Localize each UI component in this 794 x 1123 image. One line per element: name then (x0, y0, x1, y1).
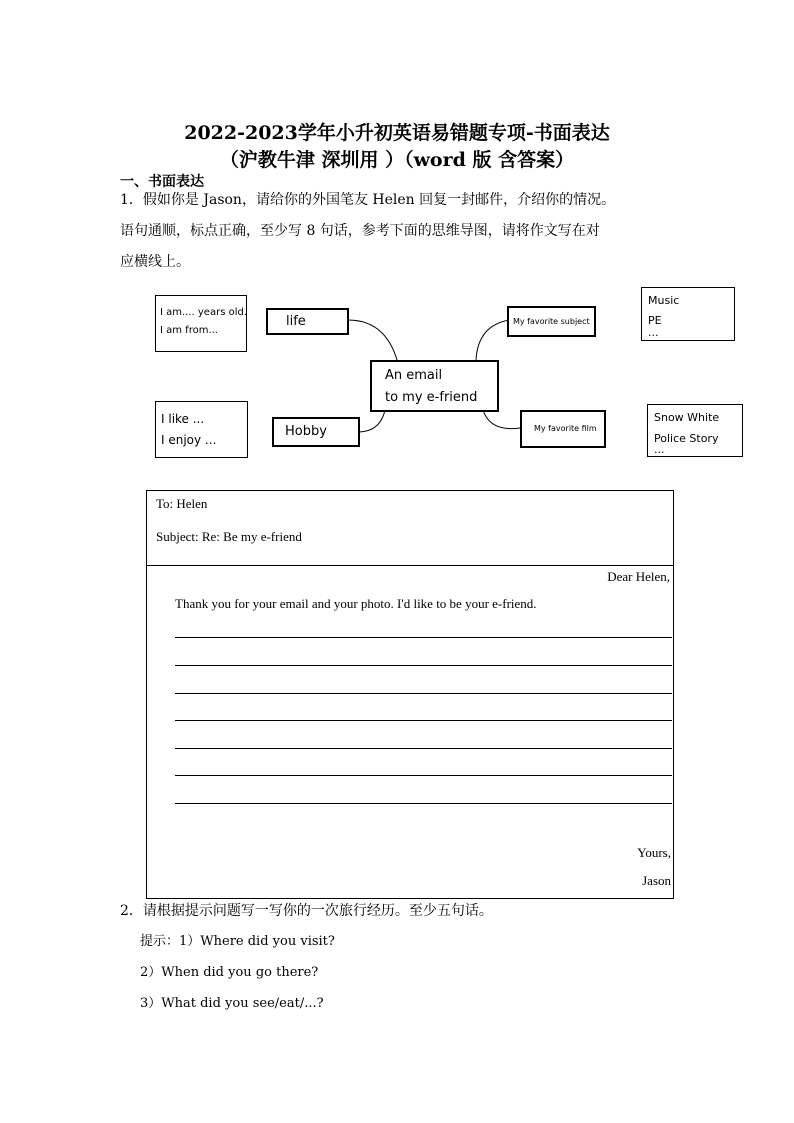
question1-line3: 应横线上。 (120, 254, 190, 270)
email-opening: Thank you for your email and your photo. I'd like to be your e-friend. (175, 596, 537, 611)
question2-hint3: 3）What did you see/eat/...? (140, 996, 324, 1011)
question2-hint1: 提示：1）Where did you visit? (140, 934, 335, 949)
writing-line[interactable] (175, 775, 672, 776)
email-subject: Subject: Re: Be my e-friend (156, 529, 302, 544)
writing-line[interactable] (175, 665, 672, 666)
life-note-line1: I am.... years old. (160, 307, 248, 318)
film-note-line3: ... (654, 443, 665, 456)
life-node (266, 308, 349, 335)
email-template (146, 490, 674, 899)
question2-prompt: 2．请根据提示问题写一写你的一次旅行经历。至少五句话。 (120, 903, 493, 919)
subject-note-line2: PE (648, 314, 662, 327)
film-note-line1: Snow White (654, 411, 720, 424)
email-closing: Yours, (637, 845, 671, 860)
question1-line2: 语句通顺，标点正确，至少写 8 句话，参考下面的思维导图，请将作文写在对 (120, 223, 600, 239)
film-note-box (647, 404, 743, 457)
email-to: To: Helen (156, 496, 208, 511)
life-note-box (155, 295, 247, 352)
writing-line[interactable] (175, 748, 672, 749)
email-divider (147, 565, 673, 566)
page-subtitle: （沪教牛津 深圳用 ）（word 版 含答案） (219, 149, 575, 171)
life-label: life (286, 314, 306, 329)
writing-line[interactable] (175, 693, 672, 694)
subject-note-line3: ... (648, 326, 659, 339)
hobby-note-line2: I enjoy ... (161, 433, 217, 447)
center-label-line2: to my e-friend (385, 390, 478, 405)
writing-line[interactable] (175, 720, 672, 721)
writing-line[interactable] (175, 803, 672, 804)
life-note-line2: I am from... (160, 325, 218, 336)
question2-hint2: 2）When did you go there? (140, 965, 319, 980)
center-label-line1: An email (385, 368, 443, 383)
hobby-note-box (155, 401, 248, 458)
email-signature: Jason (642, 873, 671, 888)
film-note-line2: Police Story (654, 432, 719, 445)
film-node (520, 410, 606, 448)
hobby-note-line1: I like ... (161, 412, 205, 426)
center-node (370, 360, 499, 412)
subject-node (507, 306, 596, 337)
section-heading: 一、书面表达 (120, 174, 204, 190)
hobby-label: Hobby (285, 424, 327, 439)
film-label: My favorite film (534, 424, 597, 433)
subject-label: My favorite subject (513, 317, 590, 326)
writing-line[interactable] (175, 637, 672, 638)
email-greeting: Dear Helen, (607, 569, 670, 584)
page-title: 2022-2023学年小升初英语易错题专项-书面表达 (184, 122, 610, 144)
hobby-node (272, 417, 360, 447)
question1-line1: 1．假如你是 Jason，请给你的外国笔友 Helen 回复一封邮件，介绍你的情况。 (120, 192, 616, 208)
subject-note-line1: Music (648, 294, 680, 307)
subject-note-box (641, 287, 735, 341)
